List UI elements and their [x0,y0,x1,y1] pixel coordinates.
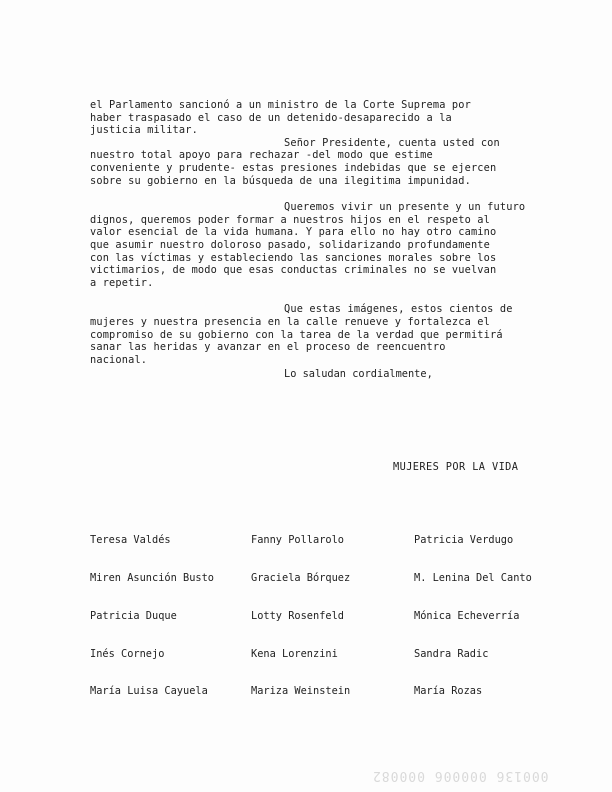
signatory-name: Fanny Pollarolo [251,534,344,547]
signatory-name: Inés Cornejo [90,647,165,660]
letter-body [90,99,560,366]
body-line: conveniente y prudente- estas presiones indebidas que se ejercen [90,161,497,174]
body-line: haber traspasado el caso de un detenido-desaparecido a la [90,111,452,124]
body-line: dignos, queremos poder formar a nuestros hijos en el respeto al [90,213,491,226]
signatory-name: María Luisa Cayuela [90,685,208,698]
signatory-name: María Rozas [414,685,483,698]
body-line: Queremos vivir un presente y un futuro [284,201,526,214]
signatory-name: M. Lenina Del Canto [414,571,532,584]
signatory-name: Patricia Verdugo [414,534,514,547]
body-line: compromiso de su gobierno con la tarea de la verdad que permitirá [90,328,503,341]
body-line: valor esencial de la vida humana. Y para ello no hay otro camino [90,226,497,239]
body-line: Que estas imágenes, estos cientos de [284,303,513,316]
signatories-column-1 [90,509,214,723]
signatory-name: Patricia Duque [90,609,177,622]
signatory-name: Mariza Weinstein [251,685,351,698]
body-line: Señor Presidente, cuenta usted con [284,136,500,149]
body-line: sobre su gobierno en la búsqueda de una ilegitima impunidad. [90,174,471,187]
body-line: nuestro total apoyo para rechazar -del modo que estime [90,149,433,162]
archive-stamp: 000136 000006 000082 [372,768,549,783]
body-line: victimarios, de modo que esas conductas criminales no se vuelvan [90,264,497,277]
signatory-name: Graciela Bórquez [251,571,351,584]
body-line: justicia militar. [90,124,198,137]
body-line: sanar las heridas y avanzar en el proceso de reencuentro [90,341,446,354]
body-line: nacional. [90,353,148,366]
body-line: el Parlamento sancionó a un ministro de la Corte Suprema por [90,99,471,111]
closing-salutation: Lo saludan cordialmente, [284,368,433,380]
organization-name: MUJERES POR LA VIDA [393,461,519,473]
body-line: con las víctimas y estableciendo las sanciones morales sobre los [90,251,497,264]
signatory-name: Miren Asunción Busto [90,571,214,584]
body-line: que asumir nuestro doloroso pasado, solidarizando profundamente [90,238,491,251]
body-line: mujeres y nuestra presencia en la calle renueve y fortalezca el [90,315,491,328]
signatories-column-3 [414,509,532,723]
signatory-name: Kena Lorenzini [251,647,338,660]
signatory-name: Sandra Radic [414,647,489,660]
body-line: a repetir. [90,276,154,289]
signatories-column-2 [251,509,350,723]
signatory-name: Lotty Rosenfeld [251,609,344,622]
signatory-name: Teresa Valdés [90,534,171,547]
signatory-name: Mónica Echeverría [414,609,520,622]
